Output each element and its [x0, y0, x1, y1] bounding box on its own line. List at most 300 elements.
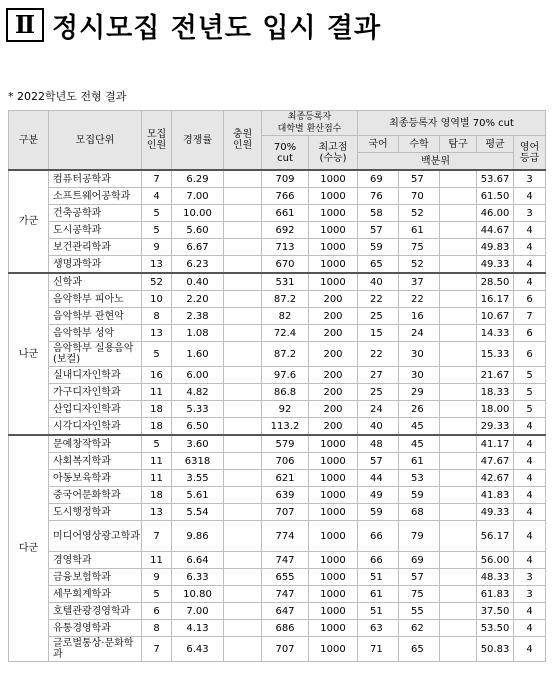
max-cell: 1000	[309, 205, 358, 222]
english-cell: 6	[514, 325, 546, 342]
korean-cell: 49	[358, 487, 399, 504]
header-final-score: 최종등록자 대학별 환산점수	[262, 111, 358, 136]
table-row	[9, 453, 546, 470]
avg-cell: 41.83	[477, 487, 514, 504]
quota-cell: 4	[142, 188, 172, 205]
explore-cell	[440, 435, 477, 453]
dept-cell: 아동보육학과	[49, 470, 142, 487]
extra-cell	[224, 470, 262, 487]
header-english: 영어 등급	[514, 136, 546, 171]
quota-cell: 18	[142, 401, 172, 418]
max-cell: 1000	[309, 273, 358, 291]
avg-cell: 47.67	[477, 453, 514, 470]
max-cell: 200	[309, 291, 358, 308]
english-cell: 5	[514, 384, 546, 401]
table-row	[9, 603, 546, 620]
max-cell: 1000	[309, 487, 358, 504]
dept-cell: 음악학부 피아노	[49, 291, 142, 308]
extra-cell	[224, 170, 262, 188]
explore-cell	[440, 205, 477, 222]
header-area-cut: 최종등록자 영역별 70% cut	[358, 111, 546, 136]
english-cell: 4	[514, 637, 546, 662]
table-row	[9, 637, 546, 662]
korean-cell: 51	[358, 603, 399, 620]
quota-cell: 7	[142, 170, 172, 188]
extra-cell	[224, 308, 262, 325]
explore-cell	[440, 552, 477, 569]
table-row	[9, 504, 546, 521]
explore-cell	[440, 401, 477, 418]
avg-cell: 44.67	[477, 222, 514, 239]
math-cell: 61	[399, 453, 440, 470]
korean-cell: 57	[358, 453, 399, 470]
quota-cell: 16	[142, 367, 172, 384]
korean-cell: 65	[358, 256, 399, 274]
avg-cell: 49.83	[477, 239, 514, 256]
avg-cell: 50.83	[477, 637, 514, 662]
quota-cell: 11	[142, 470, 172, 487]
extra-cell	[224, 586, 262, 603]
avg-cell: 18.33	[477, 384, 514, 401]
math-cell: 29	[399, 384, 440, 401]
max-cell: 1000	[309, 188, 358, 205]
explore-cell	[440, 256, 477, 274]
math-cell: 79	[399, 521, 440, 552]
explore-cell	[440, 586, 477, 603]
avg-cell: 56.17	[477, 521, 514, 552]
quota-cell: 8	[142, 308, 172, 325]
dept-cell: 컴퓨터공학과	[49, 170, 142, 188]
max-cell: 200	[309, 401, 358, 418]
korean-cell: 25	[358, 308, 399, 325]
dept-cell: 사회복지학과	[49, 453, 142, 470]
dept-cell: 미디어영상광고학과	[49, 521, 142, 552]
competition-cell: 9.86	[172, 521, 224, 552]
avg-cell: 37.50	[477, 603, 514, 620]
quota-cell: 5	[142, 342, 172, 367]
cut-cell: 113.2	[262, 418, 309, 436]
korean-cell: 22	[358, 291, 399, 308]
max-cell: 1000	[309, 256, 358, 274]
dept-cell: 중국어문화학과	[49, 487, 142, 504]
header-competition: 경쟁률	[172, 111, 224, 171]
explore-cell	[440, 521, 477, 552]
header-extra: 충원 인원	[224, 111, 262, 171]
extra-cell	[224, 273, 262, 291]
english-cell: 3	[514, 569, 546, 586]
competition-cell: 10.80	[172, 586, 224, 603]
korean-cell: 76	[358, 188, 399, 205]
korean-cell: 58	[358, 205, 399, 222]
avg-cell: 18.00	[477, 401, 514, 418]
explore-cell	[440, 325, 477, 342]
header-explore: 탐구	[440, 136, 477, 153]
max-cell: 1000	[309, 637, 358, 662]
max-cell: 1000	[309, 620, 358, 637]
quota-cell: 13	[142, 325, 172, 342]
group-cell: 가군	[9, 170, 49, 273]
max-cell: 1000	[309, 521, 358, 552]
cut-cell: 621	[262, 470, 309, 487]
page-title	[6, 6, 381, 44]
max-cell: 1000	[309, 239, 358, 256]
avg-cell: 53.67	[477, 170, 514, 188]
quota-cell: 5	[142, 205, 172, 222]
english-cell: 4	[514, 418, 546, 436]
explore-cell	[440, 222, 477, 239]
cut-cell: 707	[262, 504, 309, 521]
korean-cell: 15	[358, 325, 399, 342]
korean-cell: 40	[358, 418, 399, 436]
dept-cell: 도시행정학과	[49, 504, 142, 521]
english-cell: 4	[514, 239, 546, 256]
table-row	[9, 521, 546, 552]
table-row	[9, 569, 546, 586]
header-korean: 국어	[358, 136, 399, 153]
math-cell: 62	[399, 620, 440, 637]
math-cell: 45	[399, 435, 440, 453]
math-cell: 30	[399, 342, 440, 367]
dept-cell: 소프트웨어공학과	[49, 188, 142, 205]
explore-cell	[440, 569, 477, 586]
competition-cell: 4.13	[172, 620, 224, 637]
quota-cell: 13	[142, 256, 172, 274]
header-group: 구분	[9, 111, 49, 171]
korean-cell: 66	[358, 552, 399, 569]
korean-cell: 69	[358, 170, 399, 188]
table-row	[9, 291, 546, 308]
dept-cell: 경영학과	[49, 552, 142, 569]
korean-cell: 44	[358, 470, 399, 487]
competition-cell: 7.00	[172, 603, 224, 620]
english-cell: 4	[514, 504, 546, 521]
avg-cell: 61.83	[477, 586, 514, 603]
dept-cell: 보건관리학과	[49, 239, 142, 256]
table-row	[9, 620, 546, 637]
extra-cell	[224, 552, 262, 569]
quota-cell: 9	[142, 239, 172, 256]
competition-cell: 3.60	[172, 435, 224, 453]
competition-cell: 6.29	[172, 170, 224, 188]
max-cell: 1000	[309, 569, 358, 586]
cut-cell: 713	[262, 239, 309, 256]
english-cell: 7	[514, 308, 546, 325]
cut-cell: 747	[262, 586, 309, 603]
title-text: 정시모집 전년도 입시 결과	[52, 12, 382, 44]
competition-cell: 5.61	[172, 487, 224, 504]
math-cell: 68	[399, 504, 440, 521]
english-cell: 4	[514, 603, 546, 620]
math-cell: 45	[399, 418, 440, 436]
competition-cell: 5.33	[172, 401, 224, 418]
table-row	[9, 435, 546, 453]
korean-cell: 25	[358, 384, 399, 401]
table-row	[9, 273, 546, 291]
extra-cell	[224, 487, 262, 504]
korean-cell: 40	[358, 273, 399, 291]
competition-cell: 6.43	[172, 637, 224, 662]
max-cell: 1000	[309, 603, 358, 620]
max-cell: 1000	[309, 470, 358, 487]
quota-cell: 11	[142, 384, 172, 401]
cut-cell: 647	[262, 603, 309, 620]
cut-cell: 92	[262, 401, 309, 418]
english-cell: 4	[514, 487, 546, 504]
explore-cell	[440, 637, 477, 662]
avg-cell: 61.50	[477, 188, 514, 205]
table-row	[9, 188, 546, 205]
math-cell: 16	[399, 308, 440, 325]
math-cell: 75	[399, 239, 440, 256]
table-row	[9, 325, 546, 342]
table-row	[9, 586, 546, 603]
korean-cell: 57	[358, 222, 399, 239]
quota-cell: 10	[142, 291, 172, 308]
math-cell: 75	[399, 586, 440, 603]
header-max: 최고점 (수능)	[309, 136, 358, 171]
cut-cell: 655	[262, 569, 309, 586]
explore-cell	[440, 239, 477, 256]
competition-cell: 0.40	[172, 273, 224, 291]
max-cell: 1000	[309, 170, 358, 188]
cut-cell: 707	[262, 637, 309, 662]
math-cell: 57	[399, 170, 440, 188]
english-cell: 3	[514, 170, 546, 188]
cut-cell: 87.2	[262, 291, 309, 308]
results-table	[8, 110, 546, 662]
competition-cell: 3.55	[172, 470, 224, 487]
quota-cell: 52	[142, 273, 172, 291]
quota-cell: 7	[142, 521, 172, 552]
cut-cell: 72.4	[262, 325, 309, 342]
cut-cell: 766	[262, 188, 309, 205]
dept-cell: 글로벌통상·문화학과	[49, 637, 142, 662]
explore-cell	[440, 291, 477, 308]
english-cell: 6	[514, 342, 546, 367]
korean-cell: 51	[358, 569, 399, 586]
korean-cell: 48	[358, 435, 399, 453]
avg-cell: 42.67	[477, 470, 514, 487]
header-math: 수학	[399, 136, 440, 153]
avg-cell: 14.33	[477, 325, 514, 342]
cut-cell: 82	[262, 308, 309, 325]
extra-cell	[224, 325, 262, 342]
math-cell: 37	[399, 273, 440, 291]
competition-cell: 6.23	[172, 256, 224, 274]
table-row	[9, 308, 546, 325]
extra-cell	[224, 256, 262, 274]
table-row	[9, 170, 546, 188]
dept-cell: 시각디자인학과	[49, 418, 142, 436]
quota-cell: 13	[142, 504, 172, 521]
avg-cell: 48.33	[477, 569, 514, 586]
competition-cell: 6.64	[172, 552, 224, 569]
quota-cell: 18	[142, 487, 172, 504]
english-cell: 4	[514, 188, 546, 205]
section-title: * 2022학년도 전형 결과	[8, 90, 127, 103]
group-cell: 나군	[9, 273, 49, 435]
korean-cell: 63	[358, 620, 399, 637]
english-cell: 4	[514, 256, 546, 274]
extra-cell	[224, 222, 262, 239]
avg-cell: 41.17	[477, 435, 514, 453]
max-cell: 1000	[309, 586, 358, 603]
cut-cell: 706	[262, 453, 309, 470]
cut-cell: 579	[262, 435, 309, 453]
table-row	[9, 487, 546, 504]
english-cell: 4	[514, 273, 546, 291]
max-cell: 200	[309, 308, 358, 325]
dept-cell: 유통경영학과	[49, 620, 142, 637]
cut-cell: 692	[262, 222, 309, 239]
avg-cell: 46.00	[477, 205, 514, 222]
math-cell: 70	[399, 188, 440, 205]
dept-cell: 건축공학과	[49, 205, 142, 222]
math-cell: 24	[399, 325, 440, 342]
max-cell: 200	[309, 384, 358, 401]
max-cell: 200	[309, 367, 358, 384]
math-cell: 57	[399, 569, 440, 586]
math-cell: 69	[399, 552, 440, 569]
quota-cell: 18	[142, 418, 172, 436]
competition-cell: 4.82	[172, 384, 224, 401]
competition-cell: 6.50	[172, 418, 224, 436]
quota-cell: 5	[142, 586, 172, 603]
dept-cell: 문예창작학과	[49, 435, 142, 453]
competition-cell: 6.67	[172, 239, 224, 256]
cut-cell: 639	[262, 487, 309, 504]
dept-cell: 가구디자인학과	[49, 384, 142, 401]
max-cell: 200	[309, 342, 358, 367]
quota-cell: 6	[142, 603, 172, 620]
cut-cell: 87.2	[262, 342, 309, 367]
header-70cut: 70% cut	[262, 136, 309, 171]
dept-cell: 도시공학과	[49, 222, 142, 239]
avg-cell: 21.67	[477, 367, 514, 384]
math-cell: 53	[399, 470, 440, 487]
competition-cell: 6318	[172, 453, 224, 470]
avg-cell: 16.17	[477, 291, 514, 308]
explore-cell	[440, 603, 477, 620]
avg-cell: 56.00	[477, 552, 514, 569]
math-cell: 22	[399, 291, 440, 308]
header-percentile: 백분위	[358, 153, 514, 171]
avg-cell: 28.50	[477, 273, 514, 291]
explore-cell	[440, 308, 477, 325]
avg-cell: 49.33	[477, 504, 514, 521]
group-cell: 다군	[9, 435, 49, 662]
table-row	[9, 256, 546, 274]
extra-cell	[224, 504, 262, 521]
dept-cell: 실내디자인학과	[49, 367, 142, 384]
math-cell: 61	[399, 222, 440, 239]
cut-cell: 670	[262, 256, 309, 274]
max-cell: 1000	[309, 453, 358, 470]
max-cell: 1000	[309, 552, 358, 569]
competition-cell: 2.38	[172, 308, 224, 325]
extra-cell	[224, 569, 262, 586]
max-cell: 200	[309, 325, 358, 342]
dept-cell: 음악학부 성악	[49, 325, 142, 342]
table-row	[9, 342, 546, 367]
avg-cell: 53.50	[477, 620, 514, 637]
max-cell: 200	[309, 418, 358, 436]
max-cell: 1000	[309, 222, 358, 239]
dept-cell: 음악학부 실용음악(보컬)	[49, 342, 142, 367]
explore-cell	[440, 273, 477, 291]
extra-cell	[224, 620, 262, 637]
extra-cell	[224, 367, 262, 384]
explore-cell	[440, 620, 477, 637]
korean-cell: 59	[358, 239, 399, 256]
competition-cell: 6.00	[172, 367, 224, 384]
extra-cell	[224, 188, 262, 205]
explore-cell	[440, 170, 477, 188]
explore-cell	[440, 188, 477, 205]
extra-cell	[224, 435, 262, 453]
cut-cell: 97.6	[262, 367, 309, 384]
competition-cell: 2.20	[172, 291, 224, 308]
english-cell: 3	[514, 205, 546, 222]
extra-cell	[224, 521, 262, 552]
explore-cell	[440, 342, 477, 367]
dept-cell: 생명과학과	[49, 256, 142, 274]
table-row	[9, 222, 546, 239]
english-cell: 3	[514, 586, 546, 603]
quota-cell: 7	[142, 637, 172, 662]
cut-cell: 709	[262, 170, 309, 188]
dept-cell: 신학과	[49, 273, 142, 291]
dept-cell: 금융보험학과	[49, 569, 142, 586]
extra-cell	[224, 418, 262, 436]
competition-cell: 6.33	[172, 569, 224, 586]
table-row	[9, 205, 546, 222]
english-cell: 4	[514, 521, 546, 552]
korean-cell: 24	[358, 401, 399, 418]
math-cell: 52	[399, 205, 440, 222]
cut-cell: 747	[262, 552, 309, 569]
english-cell: 4	[514, 552, 546, 569]
explore-cell	[440, 453, 477, 470]
table-row	[9, 552, 546, 569]
english-cell: 6	[514, 291, 546, 308]
math-cell: 59	[399, 487, 440, 504]
table-row	[9, 418, 546, 436]
max-cell: 1000	[309, 504, 358, 521]
explore-cell	[440, 367, 477, 384]
header-dept: 모집단위	[49, 111, 142, 171]
table-row	[9, 470, 546, 487]
english-cell: 5	[514, 401, 546, 418]
competition-cell: 5.60	[172, 222, 224, 239]
cut-cell: 661	[262, 205, 309, 222]
dept-cell: 호텔관광경영학과	[49, 603, 142, 620]
korean-cell: 59	[358, 504, 399, 521]
korean-cell: 71	[358, 637, 399, 662]
avg-cell: 15.33	[477, 342, 514, 367]
cut-cell: 531	[262, 273, 309, 291]
math-cell: 26	[399, 401, 440, 418]
korean-cell: 27	[358, 367, 399, 384]
competition-cell: 10.00	[172, 205, 224, 222]
cut-cell: 86.8	[262, 384, 309, 401]
avg-cell: 29.33	[477, 418, 514, 436]
english-cell: 4	[514, 222, 546, 239]
avg-cell: 49.33	[477, 256, 514, 274]
math-cell: 30	[399, 367, 440, 384]
competition-cell: 7.00	[172, 188, 224, 205]
cut-cell: 774	[262, 521, 309, 552]
